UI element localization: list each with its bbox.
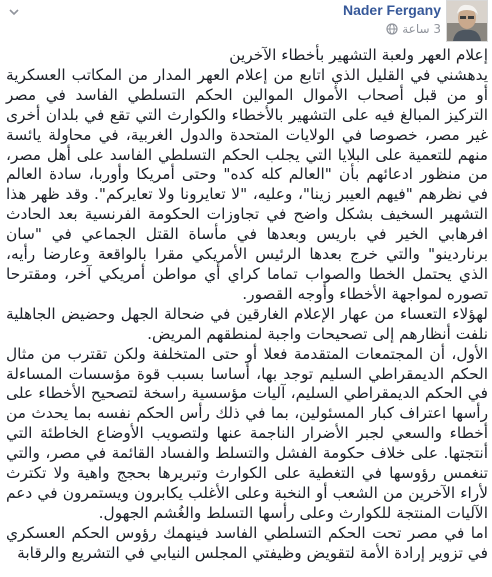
post-title: إعلام العهر ولعبة التشهير بأخطاء الآخرين [229, 46, 488, 64]
post-paragraph: اما في مصر تحت الحكم التسلطي الفاسد فينهمك رؤوس الحكم العسكري في تزوير إرادة الأمة لتقويض وظيفتي المجلس النيابي في التشريع والرقابة [6, 523, 488, 562]
post-meta [386, 22, 441, 36]
post-body [6, 46, 488, 564]
post-timestamp[interactable]: 3 ساعة [402, 22, 441, 36]
avatar[interactable] [446, 0, 488, 42]
author-name[interactable]: Nader Fergany [342, 2, 441, 18]
post-paragraph: لهؤلاء التعساء من عهار الإعلام الغارقين في ضحالة الجهل وحضيض الجاهلية نلفت أنظارهم إلى تصحيحات واجبة لمنطقهم المريض. [6, 304, 488, 343]
chevron-down-icon[interactable] [8, 6, 20, 18]
post-paragraph: يدهشني في القليل الذي اتابع من إعلام العهر المدار من المكاتب العسكرية أو من قبل أصحاب الأموال الموالين الحكم التسلطي الفاسد في مصر التركيز المبالغ فيه على التشهير بالأخطاء والكوارث التي تقع في بلدان أخرى غير مصر، خصوصا في الولايات المتحدة والدول الغربية، في محاولة يائسة منهم للتعمية على البلايا التي يجلب الحكم التسلطي الفاسد على أهل مصر، من منظور ادعائهم بأن "العالم كله كده" وحتى أمريكا وأوربا، سادة العالم في نظرهم "فيهم العيبر زينا"، وعليه، "لا تعايرونا ولا تعايركم". وقد ظهر هذا التشهير السخيف بشكل واضح في تجاوزات الحكومة الفرنسية بعد الحادث افرهابي الخير في باريس وبعدها في مأساة القتل الجماعي في "سان برناردينو" والتي خرج بعدها الرئيس الأمريكي مقرا بالواقعة وعارضا رأيه، الذي يحتمل الخطا والصواب تماما كراي أي مواطن أمريكي آخر، ومقترحا تصوره لمواجهة الأخطاء وأوجه القصور. [6, 65, 488, 303]
post-paragraph: الأول، أن المجتمعات المتقدمة فعلا أو حتى المتخلفة ولكن تقترب من مثال الحكم الديمقراطي السليم توجد بها، أساسا بسبب قوة مؤسسات المساءلة في الحكم الديمقراطي السليم، آليات مؤسسية راسخة لتصحيح الأخطاء على رأسها اعتراف كبار المسئولين، بما في ذلك رأس الحكم نفسه بما يحدث من أخطاء والسعي لجبر الأضرار الناجمة عنها ولتصويب الأوضاع الخاطئة التي أنتجتها. على خلاف حكومة الفشل والتسلط والفساد القائمة في مصر، والتي تنغمس رؤوسها في التغطية على الكوارث وتبريرها بحجج واهية ولا تكترث لأراء الآخرين من الشعب أو النخبة وعلى الأغلب يكابرون ويستمرون في دعم الآليات المنتجة للكوارث وعلى رأسها التسلط والغُشم الجهول. [6, 344, 488, 522]
globe-icon[interactable] [386, 23, 398, 35]
profile-photo [447, 1, 487, 41]
post-header [0, 0, 492, 46]
